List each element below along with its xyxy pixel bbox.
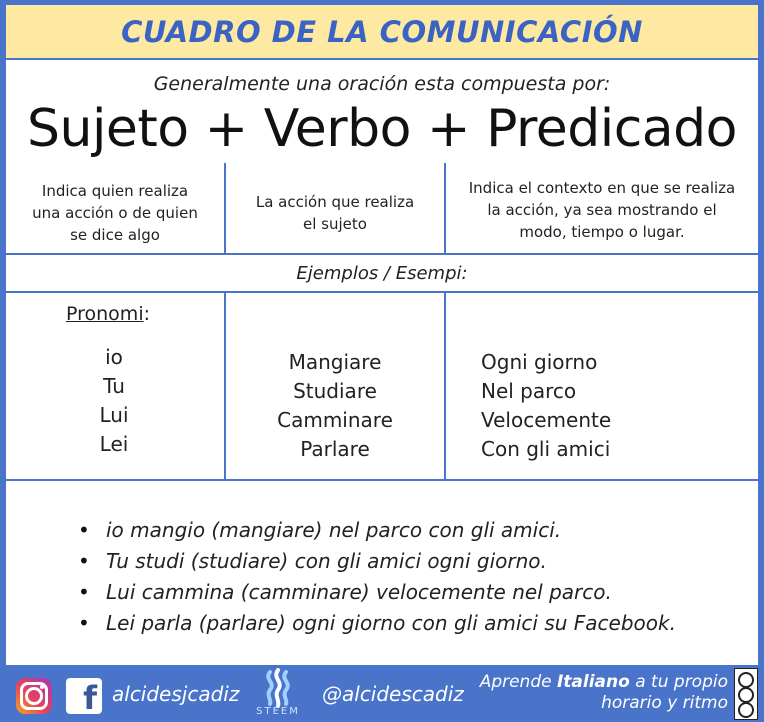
slogan: Aprende Italiano a tu propio horario y ritmo [479,672,728,713]
list-item: Mangiare [288,350,382,374]
steem-icon [250,668,306,708]
predicate-description: Indica el contexto en que se realiza la acción, ya sea mostrando el modo, tiempo o lugar. [468,179,736,241]
list-item: • Lui cammina (camminare) velocemente nel parco. [76,577,756,608]
list-item: Nel parco [481,379,577,403]
steem-logo[interactable] [250,668,306,720]
list-item: • Lei parla (parlare) ogni giorno con gli amici su Facebook. [76,608,756,639]
formula-heading: Sujeto + Verbo + Predicado [27,99,737,159]
list-item: Lei [99,432,129,456]
subject-list [92,343,136,459]
steem-label: STEEM [256,706,300,717]
example-sentences [76,515,756,639]
poster-content [6,5,758,665]
steem-handle[interactable]: @alcidescadiz [322,682,464,706]
creative-commons-icon [734,668,758,720]
divider-h1 [6,253,758,255]
predicate-list [481,348,741,464]
social-handle[interactable]: alcidesjcadiz [112,682,240,706]
list-item: Lui [99,403,129,427]
verb-description: La acción que realiza el sujeto [255,193,415,233]
list-item: Ogni giorno [481,350,598,374]
subject-description: Indica quien realiza una acción o de quien se dice algo [32,182,198,244]
divider-h2 [6,291,758,293]
bullet-icon: • [78,611,90,635]
bullet-icon: • [78,549,90,573]
pronomi-label: Pronomi: [66,303,151,325]
bullet-icon: • [78,518,90,542]
instagram-icon[interactable] [16,678,52,714]
bullet-icon: • [78,580,90,604]
list-item: Con gli amici [481,437,611,461]
list-item: Parlare [300,437,370,461]
list-item: io [105,345,123,369]
list-item: • Tu studi (studiare) con gli amici ogni giorno. [76,546,756,577]
list-item: Studiare [293,379,377,403]
header-banner [6,5,758,60]
list-item: • io mangio (mangiare) nel parco con gli amici. [76,515,756,546]
list-item: Tu [103,374,125,398]
examples-heading: Ejemplos / Esempi: [296,263,468,284]
page-title: CUADRO DE LA COMUNICACIÓN [121,14,643,49]
verb-list [226,348,444,464]
list-item: Camminare [277,408,393,432]
divider-h3 [6,479,758,481]
divider-v2-bottom [444,291,446,479]
list-item: Velocemente [481,408,612,432]
facebook-icon[interactable]: f [66,678,102,714]
intro-text: Generalmente una oración esta compuesta por: [153,73,611,95]
